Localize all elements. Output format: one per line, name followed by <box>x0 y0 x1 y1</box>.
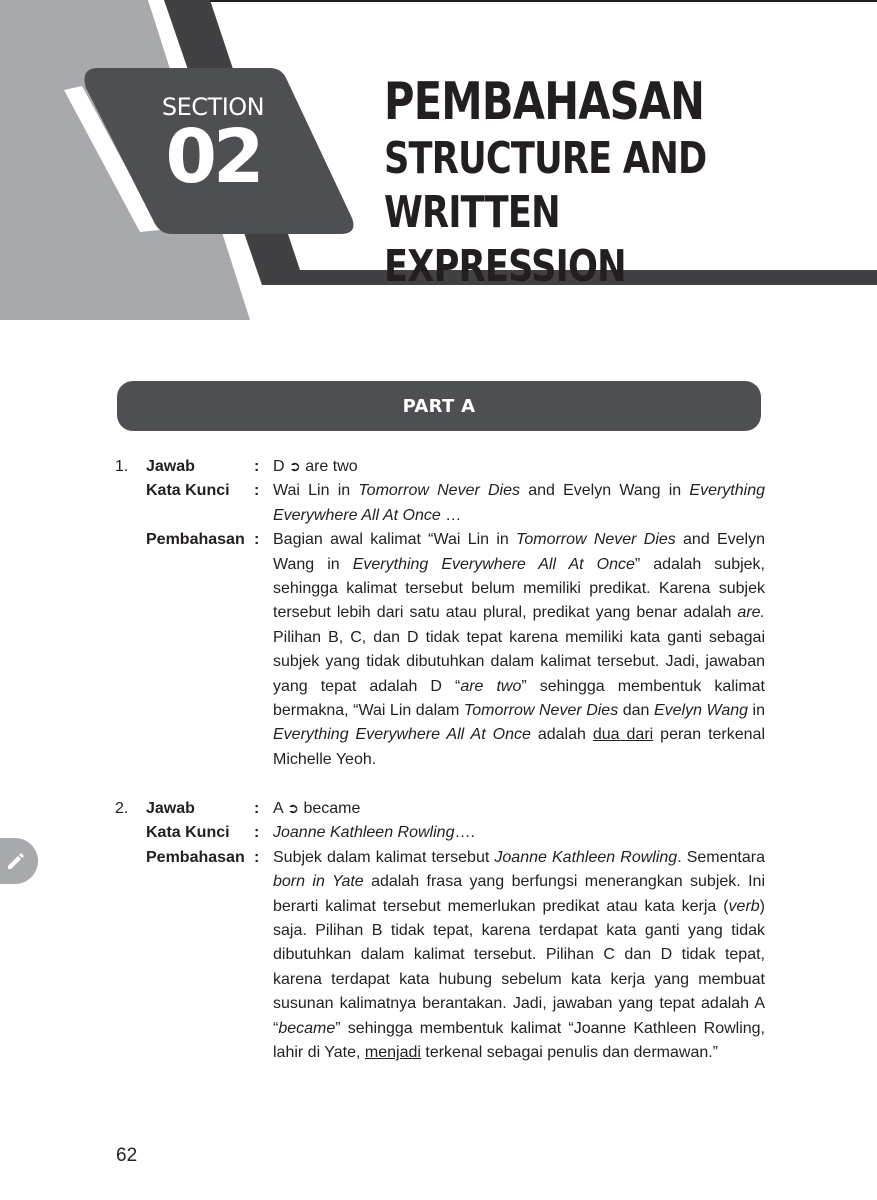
keywords-line-1 <box>273 479 765 503</box>
answer-label: Jawab <box>146 800 195 817</box>
keywords-italic: Everything <box>689 482 765 500</box>
answer-entry <box>115 797 765 1065</box>
part-title: PART A <box>402 395 476 417</box>
colon: : <box>254 824 260 842</box>
answer-row <box>115 455 765 479</box>
keywords-label: Kata Kunci <box>146 824 230 842</box>
discussion-row <box>115 846 765 1066</box>
page-number: 62 <box>116 1145 138 1166</box>
keywords-italic: Joanne Kathleen Rowling <box>273 824 455 842</box>
colon: : <box>254 458 260 475</box>
arrow-right-icon: ➲ <box>287 801 299 817</box>
chapter-title-line-2: STRUCTURE AND WRITTEN <box>384 133 707 238</box>
edit-badge <box>0 838 38 884</box>
discussion-row <box>115 528 765 772</box>
keywords-text: …. <box>454 824 475 842</box>
chapter-title-line-1: PEMBAHASAN <box>384 72 705 132</box>
answer-value <box>273 797 765 821</box>
answer-letter: A <box>273 800 283 817</box>
keywords-text: and Evelyn Wang in <box>520 482 690 500</box>
discussion-label: Pembahasan <box>146 848 245 866</box>
chapter-title-line-3: EXPRESSION <box>384 241 626 292</box>
keywords-row <box>115 479 765 528</box>
answer-row <box>115 797 765 821</box>
discussion-label: Pembahasan <box>146 531 245 549</box>
question-number: 1. <box>115 458 129 475</box>
question-number: 2. <box>115 800 129 817</box>
answer-entry <box>115 455 765 772</box>
keywords-line-2 <box>273 504 765 528</box>
part-banner <box>117 381 761 431</box>
colon: : <box>254 800 260 817</box>
answer-value <box>273 455 765 479</box>
chapter-title <box>384 72 768 294</box>
keywords-text: … <box>440 506 462 524</box>
keywords-value <box>273 821 765 845</box>
top-rule <box>210 0 877 2</box>
answer-letter: D <box>273 458 285 475</box>
section-label: SECTION <box>161 93 265 121</box>
pencil-icon <box>4 849 28 873</box>
colon: : <box>254 482 260 500</box>
keywords-italic: Tomorrow Never Dies <box>358 482 521 500</box>
keywords-label: Kata Kunci <box>146 482 230 500</box>
colon: : <box>254 848 260 866</box>
keywords-italic: Everywhere All At Once <box>273 506 441 524</box>
colon: : <box>254 531 260 549</box>
discussion-text: Subjek dalam kalimat tersebut Joanne Kathleen Rowling. Sementara born in Yate adalah frasa yang berfungsi menerangkan subjek. Ini berarti kalimat tersebut memerlukan predikat atau kata kerja (verb) saja. Pilihan B tidak tepat, karena terdapat kata ganti yang tidak dibutuhkan dalam kalimat tersebut. Pilihan C dan D tidak tepat, karena terdapat kata hubung sebelum kata kerja yang membuat susunan kalimatnya berantakan. Jadi, jawaban yang tepat adalah A “became” sehingga membentuk kalimat “Joanne Kathleen Rowling, lahir di Yate, menjadi terkenal sebagai penulis dan dermawan.” <box>273 848 766 1062</box>
discussion-text: Bagian awal kalimat “Wai Lin in Tomorrow Never Dies and Evelyn Wang in Everything Everywhere All At Once” adalah subjek, sehingga kalimat tersebut belum memiliki predikat. Karena subjek tersebut lebih dari satu atau plural, predikat yang benar adalah are. Pilihan B, C, dan D tidak tepat karena memiliki kata ganti sebagai subjek yang tidak dibutuhkan dalam kalimat tersebut. Jadi, jawaban yang tepat adalah D “are two” sehingga membentuk kalimat bermakna, “Wai Lin dalam Tomorrow Never Dies dan Evelyn Wang in Everything Everywhere All At Once adalah dua dari peran terkenal Michelle Yeoh. <box>273 531 766 768</box>
keywords-row <box>115 821 765 845</box>
answer-text: are two <box>305 458 358 475</box>
arrow-right-icon: ➲ <box>289 459 301 475</box>
keywords-text: Wai Lin in <box>273 482 359 500</box>
keywords-value <box>273 479 765 528</box>
answer-label: Jawab <box>146 458 195 475</box>
answer-text: became <box>303 800 361 817</box>
section-number: 02 <box>165 114 261 200</box>
